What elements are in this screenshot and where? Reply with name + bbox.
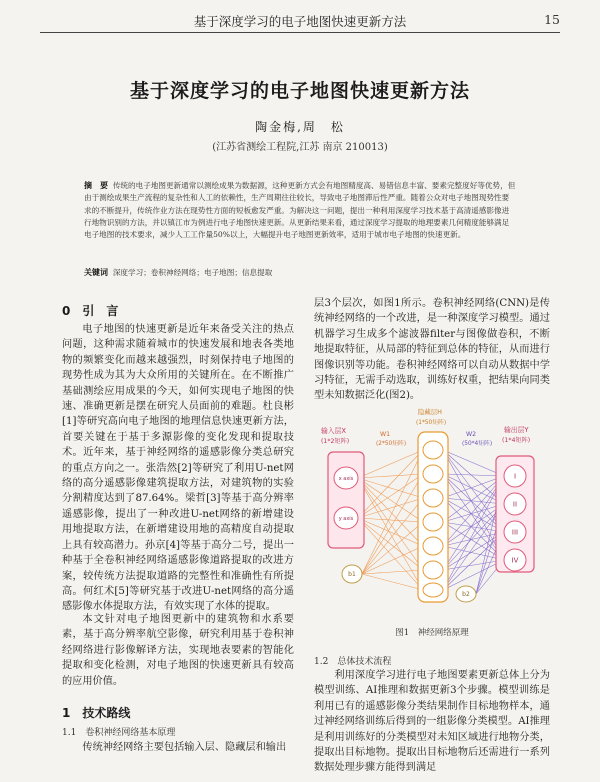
hidden-node: [423, 561, 443, 579]
keywords: [84, 267, 516, 278]
w1-connection: [358, 518, 423, 522]
keywords-label: 关键词: [84, 268, 108, 277]
section-0-title: 0 引 言: [62, 304, 119, 318]
w1-connection: [362, 574, 423, 590]
w1-connection: [362, 570, 423, 574]
keywords-text: 深度学习；卷积神经网络；电子地图；信息提取: [112, 268, 273, 277]
w2-connection: [443, 450, 504, 560]
paper-title: 基于深度学习的电子地图快速更新方法: [129, 80, 470, 102]
abstract: [84, 180, 516, 241]
w2-label: W2: [466, 431, 477, 438]
w1-connection: [358, 478, 423, 570]
cnn-paragraph: 层3个层次，如图1所示。卷积神经网络(CNN)是传统神经网络的一个改进，是一种深度学习模型。通过机器学习生成多个滤波器filter与图像做卷积，不断地提取特征，从局部的特征到总体的特征，从而进行图像识别等功能。卷积神经网络可以自动从数据中学习特征，无需手动选取，训练好权重，把结果向同类型未知数据泛化(图2)。: [314, 298, 550, 402]
output-layer-label: 输出层Y: [504, 426, 529, 434]
intro-paragraph-2: 本文针对电子地图更新中的建筑物和水系要素，基于高分辨率航空影像，研究利用基于卷积神经网络进行影像解译方法，实现地表要素的智能化提取和变化检测，对电子地图的快速更新具有较高的应用价值。: [62, 614, 294, 687]
figure-1-caption: 图1 神经网络原理: [395, 628, 469, 638]
hidden-node: [423, 489, 443, 507]
w1-connection: [358, 478, 423, 522]
w2-connection: [443, 474, 504, 476]
input-layer-dims: (1*2矩阵): [321, 438, 350, 445]
w2-connection: [443, 546, 504, 560]
bias-b1-label: b1: [348, 571, 356, 578]
w1-connection: [358, 518, 423, 546]
neural-network-diagram: [318, 404, 550, 608]
w1-connection: [362, 450, 423, 574]
header-rule: [40, 32, 560, 33]
hidden-layer-label: 隐藏层H: [418, 408, 442, 416]
w1-dims: (2*50矩阵): [376, 441, 407, 447]
w2-connection: [443, 504, 504, 546]
w1-connection: [358, 474, 423, 478]
hidden-node: [423, 441, 443, 459]
section-1-title: 1 技术路线: [62, 706, 131, 720]
output-layer-dims: (1*4矩阵): [502, 437, 531, 444]
w2-connections: [443, 450, 504, 594]
w1-connection: [362, 474, 423, 574]
input-layer-label: 输入层X: [321, 427, 347, 435]
hidden-node: [423, 465, 443, 483]
intro-paragraph-1: 电子地图的快速更新是近年来备受关注的热点问题，这种需求随着城市的快速发展和地表各类地物的频繁变化而越来越强烈，时刻保持电子地图的现势性成为其为大众所用的关键所在。在不断推广基础测绘应用成果的今天，如何实现电子地图的快速、准确更新是摆在研究人员面前的难题。杜良彬[1]等研究高向电子地图的地理信息快速更新方法，首要关键在于基于多源影像的变化发现和提取技术。近年来，基于神经网络的遥感影像分类总研究的重点方向之一。张浩然[2]等研究了利用U-net网络的高分遥感影像建筑提取方法，对建筑物的实验分割精度达到了87.64%。梁哲[3]等基于高分辨率遥感影像，提出了一种改进U-net网络的新增建设用地提取方法，在新增建设用地的高精度自动提取上具有较高潜力。孙京[4]等基于高分二号，提出一种基于全卷积神经网络遥感影像道路提取的改进方案，较传统方法提取道路的完整性和准确性有所提高。何红术[5]等研究基于改进U-net网络的高分遥感影像水体提取方法，有效实现了水体的提取。: [62, 324, 294, 613]
subsection-1-2-text: 利用深度学习进行电子地图要素更新总体上分为模型训练、AI推理和数据更新3个步骤。模型训练是利用已有的遥感影像分类结果制作目标地物样本，通过神经网络训练后得到的一组影像分类模型。AI推理是利用训练好的分类模型对未知区域进行地物分类，提取出目标地物。提取出目标地物后还需进行一系列数据处理步骤方能得到满足: [314, 670, 550, 774]
w2-connection: [443, 560, 504, 570]
page-number: 15: [544, 12, 560, 27]
input-layer-box: [328, 452, 364, 548]
w1-connections: [358, 450, 423, 590]
w1-connection: [362, 546, 423, 574]
output-node-label: IV: [511, 556, 519, 565]
hidden-node: [423, 537, 443, 555]
bias-b2-label: b2: [462, 591, 470, 598]
running-header-title: 基于深度学习的电子地图快速更新方法: [193, 14, 407, 29]
authors: 陶金梅,周 松: [255, 120, 345, 134]
w1-connection: [358, 518, 423, 590]
abstract-text: 传统的电子地图更新通常以测绘成果为数据源，这种更新方式会有地图精度高、易错信息丰富、要素完整度好等优势，但由于测绘成果生产流程的复杂性和人工的依赖性，生产周期往往较长，导致电子地图滞后性严重。随着公众对电子地图现势性要求的不断提升，传统作业方法在现势性方面的短板愈发严重。为解决这一问题，提出一种利用深度学习技术基于高清遥感影像进行地物识别的方法，并以镇江市为例进行电子地图快速更新。从更新结果来看，通过深度学习提取的地理要素几何精度能够满足电子地图的技术要求，减少人工工作量50%以上，大幅提升电子地图更新效率，适用于城市电子地图的快速更新。: [84, 181, 516, 240]
w2-dims: (50*4矩阵): [462, 441, 493, 447]
output-node-label: I: [513, 472, 517, 481]
w1-connection: [362, 522, 423, 574]
hidden-node: [423, 513, 443, 531]
hidden-node: [423, 583, 443, 597]
w2-connection: [443, 450, 504, 504]
subsection-1-2-title: 1.2 总体技术流程: [314, 657, 392, 667]
w1-connection: [358, 474, 423, 518]
w2-connection: [443, 450, 504, 476]
abstract-label: 摘 要: [84, 181, 108, 190]
input-node-y-label: y axis: [338, 516, 354, 522]
w2-connection: [443, 450, 504, 532]
subsection-1-1-title: 1.1 卷积神经网络基本原理: [62, 728, 176, 738]
subsection-1-1-text: 传统神经网络主要包括输入层、隐藏层和输出: [82, 742, 287, 753]
w1-connection: [358, 450, 423, 478]
input-node-x-label: x axis: [338, 476, 354, 482]
output-node-label: II: [512, 500, 518, 509]
hidden-layer-dims: (1*50矩阵): [416, 420, 447, 426]
output-node-label: III: [511, 528, 519, 537]
w1-label: W1: [380, 431, 391, 438]
affiliation: (江苏省测绘工程院,江苏 南京 210013): [212, 142, 388, 153]
w2-connection: [443, 474, 504, 504]
